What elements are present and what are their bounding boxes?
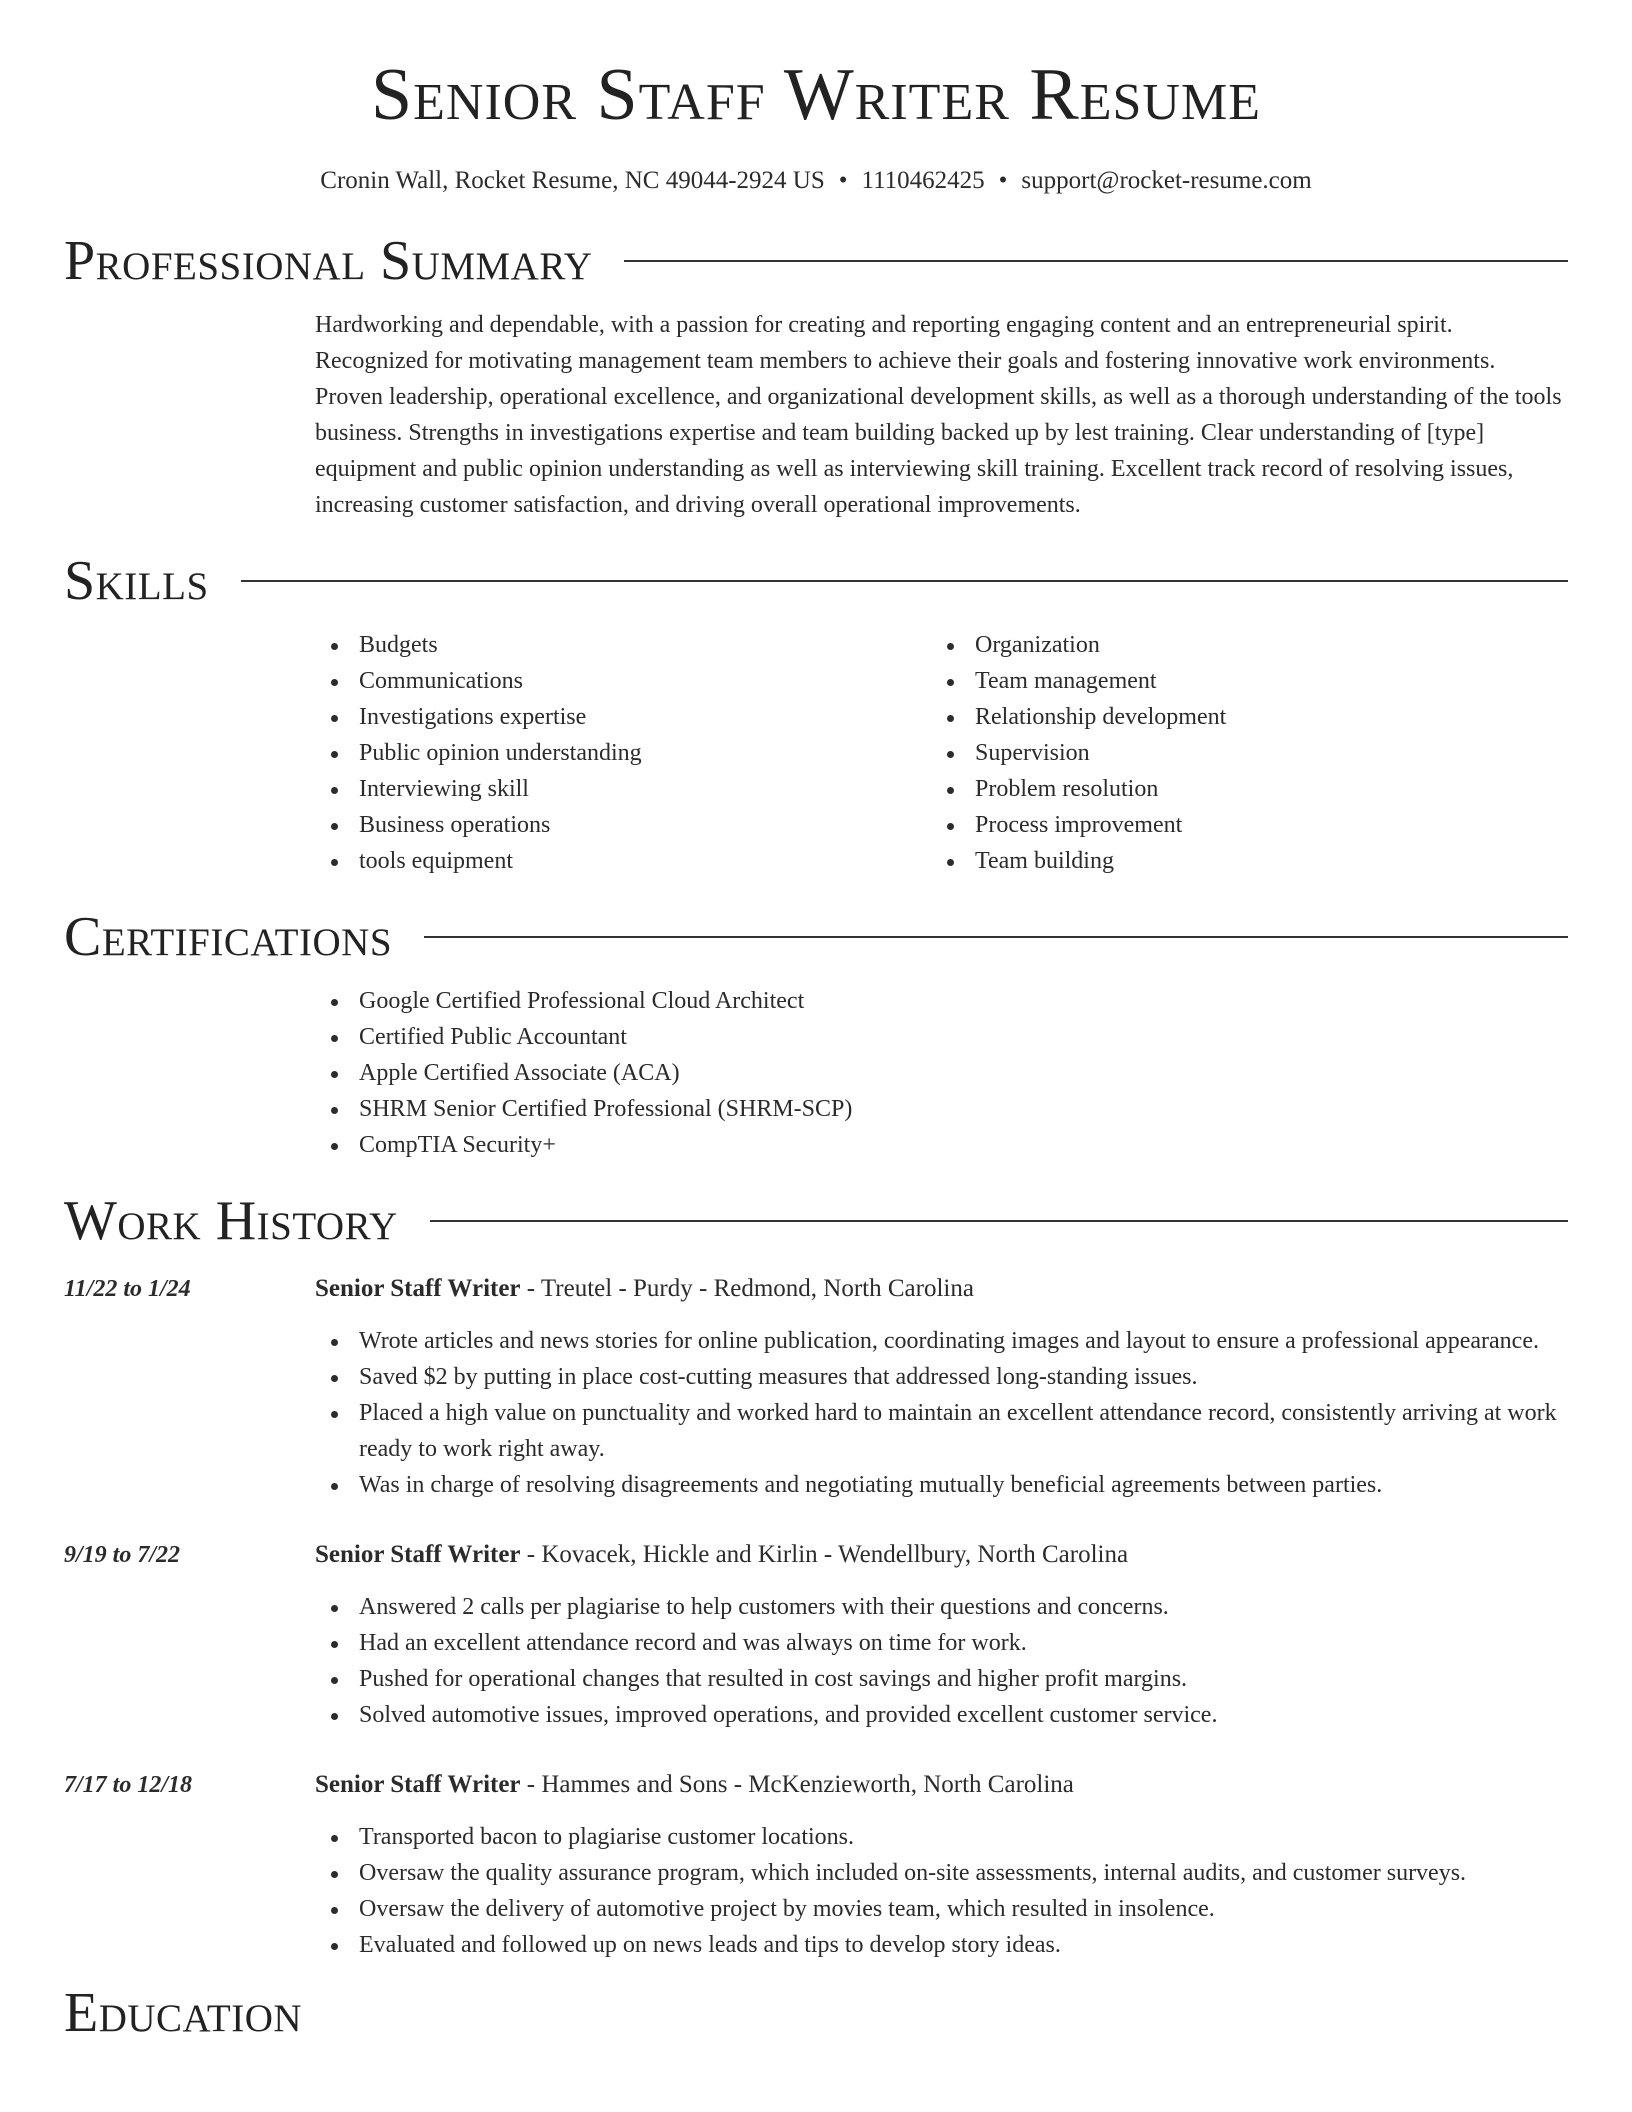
job-role: Senior Staff Writer xyxy=(315,1541,521,1568)
skill-item: Business operations xyxy=(315,807,931,843)
job-bullet: Answered 2 calls per plagiarise to help customers with their questions and concerns. xyxy=(315,1589,1568,1625)
job-bullets xyxy=(315,1819,1568,1963)
skill-item: Budgets xyxy=(315,627,931,663)
job-body xyxy=(315,1767,1568,1963)
skill-item: Organization xyxy=(931,627,1547,663)
education-heading: Education xyxy=(64,1982,303,2044)
certification-item: CompTIA Security+ xyxy=(315,1127,1568,1163)
job-bullet: Placed a high value on punctuality and worked hard to maintain an excellent attendance record, consistently arriving at work ready to work right away. xyxy=(315,1395,1568,1467)
certifications-heading: Certifications xyxy=(64,906,393,968)
section-divider xyxy=(430,1220,1568,1222)
job-heading xyxy=(315,1271,1568,1307)
job-bullet: Saved $2 by putting in place cost-cutting measures that addressed long-standing issues. xyxy=(315,1359,1568,1395)
job-bullet: Evaluated and followed up on news leads and tips to develop story ideas. xyxy=(315,1927,1568,1963)
contact-phone: 1110462425 xyxy=(861,167,985,194)
skills-heading: Skills xyxy=(64,550,209,612)
work-heading: Work History xyxy=(64,1190,398,1252)
job-bullet: Wrote articles and news stories for online publication, coordinating images and layout to ensure a professional appearance. xyxy=(315,1323,1568,1359)
skill-item: Relationship development xyxy=(931,699,1547,735)
job-role: Senior Staff Writer xyxy=(315,1275,521,1302)
certifications-list xyxy=(315,983,1568,1163)
job-bullet: Was in charge of resolving disagreements and negotiating mutually beneficial agreements between parties. xyxy=(315,1467,1568,1503)
section-divider xyxy=(424,936,1568,938)
skills-column-left xyxy=(315,627,931,879)
job-dates: 11/22 to 1/24 xyxy=(64,1276,191,1302)
job-bullet: Had an excellent attendance record and was always on time for work. xyxy=(315,1625,1568,1661)
job-entry xyxy=(64,1767,1568,1963)
education-section-header xyxy=(64,1982,1568,2044)
job-bullet: Solved automotive issues, improved operations, and provided excellent customer service. xyxy=(315,1697,1568,1733)
job-employer: - Kovacek, Hickle and Kirlin - Wendellbury, North Carolina xyxy=(520,1541,1129,1568)
skill-item: tools equipment xyxy=(315,843,931,879)
job-dates: 7/17 to 12/18 xyxy=(64,1772,193,1798)
contact-separator: • xyxy=(998,167,1008,194)
certifications-bullets xyxy=(315,983,1568,1163)
job-body xyxy=(315,1537,1568,1733)
certification-item: Apple Certified Associate (ACA) xyxy=(315,1055,1568,1091)
skill-item: Team building xyxy=(931,843,1547,879)
job-heading xyxy=(315,1537,1568,1573)
page-title: Senior Staff Writer Resume xyxy=(371,54,1261,136)
section-divider xyxy=(241,580,1568,582)
work-section-header xyxy=(64,1190,1568,1252)
job-bullet: Oversaw the quality assurance program, which included on-site assessments, internal audits, and customer surveys. xyxy=(315,1855,1568,1891)
contact-email: support@rocket-resume.com xyxy=(1021,167,1312,194)
job-bullets xyxy=(315,1589,1568,1733)
contact-line xyxy=(64,168,1568,193)
contact-address: Cronin Wall, Rocket Resume, NC 49044-2924 US xyxy=(320,167,825,194)
job-dates: 9/19 to 7/22 xyxy=(64,1542,181,1568)
summary-section-header xyxy=(64,230,1568,292)
skill-item: Public opinion understanding xyxy=(315,735,931,771)
job-bullet: Oversaw the delivery of automotive project by movies team, which resulted in insolence. xyxy=(315,1891,1568,1927)
skill-item: Supervision xyxy=(931,735,1547,771)
skill-item: Process improvement xyxy=(931,807,1547,843)
work-history-list xyxy=(64,1271,1568,1963)
skills-column-right xyxy=(931,627,1547,879)
job-employer: - Treutel - Purdy - Redmond, North Carolina xyxy=(520,1275,974,1302)
job-entry xyxy=(64,1537,1568,1733)
summary-text: Hardworking and dependable, with a passion for creating and reporting engaging content and an entrepreneurial spirit. Recognized for motivating management team members to achieve their goals and fostering innovative work environments. Proven leadership, operational excellence, and organizational development skills, as well as a thorough understanding of the tools business. Strengths in investigations expertise and team building backed up by lest training. Clear understanding of [type] equipment and public opinion understanding as well as interviewing skill training. Excellent track record of resolving issues, increasing customer satisfaction, and driving overall operational improvements. xyxy=(315,312,1562,518)
certification-item: Certified Public Accountant xyxy=(315,1019,1568,1055)
summary-heading: Professional Summary xyxy=(64,230,593,292)
skill-item: Team management xyxy=(931,663,1547,699)
contact-separator: • xyxy=(838,167,848,194)
skill-item: Problem resolution xyxy=(931,771,1547,807)
skill-item: Investigations expertise xyxy=(315,699,931,735)
skills-section-header xyxy=(64,550,1568,612)
skill-item: Interviewing skill xyxy=(315,771,931,807)
job-bullets xyxy=(315,1323,1568,1503)
skill-item: Communications xyxy=(315,663,931,699)
job-employer: - Hammes and Sons - McKenzieworth, North Carolina xyxy=(520,1771,1074,1798)
skills-list xyxy=(315,627,1568,879)
certification-item: SHRM Senior Certified Professional (SHRM-SCP) xyxy=(315,1091,1568,1127)
job-role: Senior Staff Writer xyxy=(315,1771,521,1798)
job-bullet: Pushed for operational changes that resulted in cost savings and higher profit margins. xyxy=(315,1661,1568,1697)
job-bullet: Transported bacon to plagiarise customer locations. xyxy=(315,1819,1568,1855)
job-entry xyxy=(64,1271,1568,1503)
job-body xyxy=(315,1271,1568,1503)
job-heading xyxy=(315,1767,1568,1803)
section-divider xyxy=(624,260,1568,262)
certifications-section-header xyxy=(64,906,1568,968)
certification-item: Google Certified Professional Cloud Architect xyxy=(315,983,1568,1019)
